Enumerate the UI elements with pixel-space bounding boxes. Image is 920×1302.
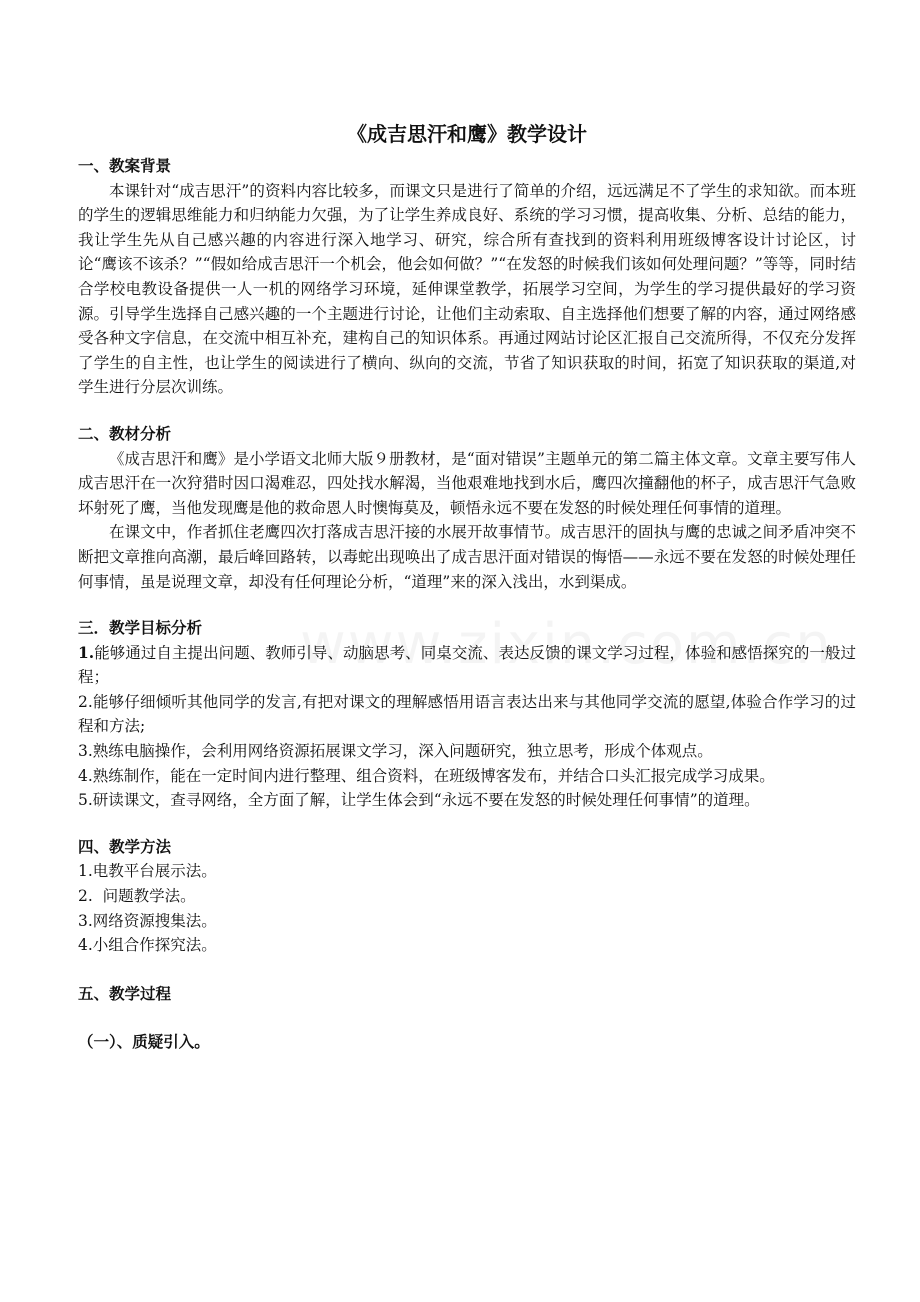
document-page bbox=[78, 118, 856, 1055]
section-heading-process: 五、教学过程 bbox=[78, 984, 172, 1003]
goal-item-2: 2.能够仔细倾听其他同学的发言,有把对课文的理解感悟用语言表达出来与其他同学交流的愿望,体验合作学习的过程和方法; bbox=[78, 692, 856, 736]
method-item-4: 4.小组合作探究法。 bbox=[78, 936, 217, 955]
spacer bbox=[78, 400, 856, 422]
section-heading-goals: 三．教学目标分析 bbox=[78, 619, 203, 638]
process-subheading-1: （一）、质疑引入。 bbox=[78, 1033, 210, 1052]
material-paragraph-2: 在课文中，作者抓住老鹰四次打落成吉思汗接的水展开故事情节。成吉思汗的固执与鹰的忠诚之间矛盾冲突不断把文章推向高潮，最后峰回路转，以毒蛇出现唤出了成吉思汗面对错误的悔悟——永远不要在发怒的时候处理任何事情，虽是说理文章，却没有任何理论分析，“道理”来的深入浅出，水到渠成。 bbox=[78, 523, 856, 591]
spacer bbox=[78, 813, 856, 835]
goal-item-4: 4.熟练制作，能在一定时间内进行整理、组合资料，在班级博客发布，并结合口头汇报完成学习成果。 bbox=[78, 766, 775, 785]
goal-item-3: 3.熟练电脑操作，会利用网络资源拓展课文学习，深入问题研究，独立思考，形成个体观点。 bbox=[78, 742, 713, 761]
section-heading-background: 一、教案背景 bbox=[78, 157, 172, 175]
document-title: 《成吉思汗和鹰》教学设计 bbox=[347, 122, 587, 146]
section-heading-material: 二、教材分析 bbox=[78, 424, 172, 443]
spacer bbox=[78, 1006, 856, 1030]
spacer bbox=[78, 594, 856, 616]
method-item-2: 2. 问题教学法。 bbox=[78, 887, 196, 906]
goal-item-5: 5.研读课文，查寻网络，全方面了解，让学生体会到“永远不要在发怒的时候处理任何事情”的道理。 bbox=[78, 791, 760, 810]
goal-item-1: 1.能够通过自主提出问题、教师引导、动脑思考、同桌交流、表达反馈的课文学习过程，体验和感悟探究的一般过程； bbox=[78, 642, 856, 687]
method-item-3: 3.网络资源搜集法。 bbox=[78, 911, 217, 930]
spacer bbox=[78, 958, 856, 982]
background-paragraph: 本课针对“成吉思汗”的资料内容比较多，而课文只是进行了简单的介绍，远远满足不了学生的求知欲。而本班的学生的逻辑思维能力和归纳能力欠强，为了让学生养成良好、系统的学习习惯，提高收集、分析、总结的能力，我让学生先从自己感兴趣的内容进行深入地学习、研究，综合所有查找到的资料利用班级博客设计讨论区，讨论“鹰该不该杀？”“假如给成吉思汗一个机会，他会如何做？”“在发怒的时候我们该如何处理问题？”等等，同时结合学校电教设备提供一人一机的网络学习环境，延伸课堂教学，拓展学习空间，为学生的学习提供最好的学习资源。引导学生选择自己感兴趣的一个主题进行讨论，让他们主动索取、自主选择他们想要了解的内容，通过网络感受各种文字信息，在交流中相互补充，建构自己的知识体系。再通过网站讨论区汇报自己交流所得，不仅充分发挥了学生的自主性，也让学生的阅读进行了横向、纵向的交流，节省了知识获取的时间，拓宽了知识获取的渠道,对学生进行分层次训练。 bbox=[78, 181, 856, 397]
method-item-1: 1.电教平台展示法。 bbox=[78, 862, 217, 881]
section-heading-methods: 四、教学方法 bbox=[78, 837, 172, 856]
material-paragraph-1: 《成吉思汗和鹰》是小学语文北师大版９册教材，是“面对错误”主题单元的第二篇主体文章。文章主要写伟人成吉思汗在一次狩猎时因口渴难忍，四处找水解渴，当他艰难地找到水后，鹰四次撞翻他的杯子，成吉思汗气急败坏射死了鹰，当他发现鹰是他的救命恩人时懊悔莫及，顿悟永远不要在发怒的时候处理任何事情的道理。 bbox=[78, 449, 856, 517]
